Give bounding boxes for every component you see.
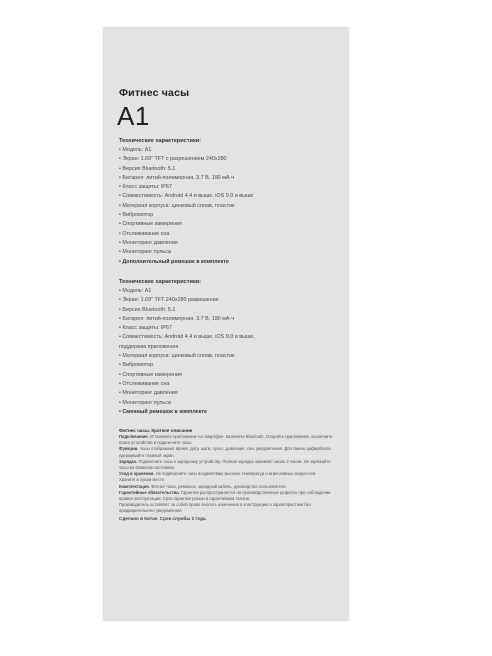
notes-section	[119, 428, 333, 521]
notes-paragraph-text: Гарантия распространяется на производственные дефекты при соблюдении правил эксплуатации. Срок гарантии указан в гарантийном талоне.	[119, 489, 331, 502]
spec-list-item: • Версия Bluetooth: 5.1	[119, 306, 176, 313]
spec-list-item: • Экран: 1.69" TFT с разрешением 240х280	[119, 156, 227, 163]
spec-list-item: • Совместимость: Android 4.4 и выше, iOS 9.0 и выше	[119, 193, 254, 200]
spec-section-1-heading: Технические характеристики:	[119, 138, 202, 144]
notes-paragraph	[119, 446, 333, 458]
notes-paragraph-text: Часы отображают время, дату, шаги, пульс, давление, сон, уведомления. Для смены циферблата удерживайте главный экран.	[119, 446, 331, 458]
spec-list-2	[119, 287, 334, 417]
notes-paragraph-text: Производитель оставляет за собой право вносить изменения в конструкцию и характеристики без предварительного уведомления.	[119, 502, 311, 514]
spec-list-item: • Мониторинг пульса	[119, 249, 171, 256]
notes-paragraph	[119, 459, 333, 471]
spec-list-item: • Спортивные измерения	[119, 221, 182, 228]
notes-paragraph-lead: Комплектация.	[119, 483, 150, 489]
spec-list-item: • Класс защиты: IP67	[119, 325, 172, 332]
spec-section-2	[119, 279, 334, 417]
notes-final-line: Сделано в Китае. Срок службы 2 года.	[119, 515, 207, 521]
spec-list-item: • Мониторинг давления	[119, 239, 178, 246]
spec-list-item: • Материал корпуса: цинковый сплав, пластик	[119, 202, 235, 209]
document-subtitle: Фитнес часы	[119, 87, 190, 99]
spec-list-item: • Дополнительный ремешок в комплекте	[119, 258, 229, 265]
spec-list-item: • Материал корпуса: цинковый сплав, пластик	[119, 353, 235, 360]
spec-list-item: • Мониторинг пульса	[119, 399, 171, 406]
notes-paragraph-lead: Функции.	[119, 446, 139, 452]
spec-list-item: • Класс защиты: IP67	[119, 184, 172, 191]
spec-list-item: • Отслеживание сна	[119, 380, 170, 387]
spec-list-1	[119, 146, 334, 267]
spec-list-item: • Спортивные измерения	[119, 371, 182, 378]
notes-paragraph-text: Не подвергайте часы воздействию высоких температур и агрессивных жидкостей. Храните в сухом месте.	[119, 471, 317, 483]
spec-list-item: • Модель: A1	[119, 288, 152, 294]
spec-list-item: • Модель: A1	[119, 147, 152, 153]
spec-section-2-heading: Технические характеристики:	[119, 279, 202, 285]
notes-paragraph-lead: Уход и хранение.	[119, 471, 155, 477]
notes-paragraph-lead: Гарантийные обязательства.	[119, 489, 180, 495]
notes-paragraph-lead: Подключение.	[119, 434, 149, 439]
spec-list-item: • Совместимость: Android 4.4 и выше, iOS 9.0 и выше,	[119, 334, 255, 341]
notes-paragraphs	[119, 434, 333, 515]
spec-list-item: • Батарея: литий-полимерная, 3.7 В, 190 мА·ч	[119, 174, 235, 181]
spec-list-item: поддержка приложения	[119, 343, 179, 350]
spec-list-item: • Сменный ремешок в комплекте	[119, 408, 207, 415]
spec-section-1	[119, 138, 334, 267]
spec-list-item: • Экран: 1.69" TFT 240х280 разрешение	[119, 297, 219, 304]
spec-list-item: • Отслеживание сна	[119, 230, 170, 237]
spec-list-item: • Батарея: литий-полимерная, 3.7 В, 190 мА·ч	[119, 315, 235, 322]
notes-paragraph	[119, 490, 333, 502]
document-title: A1	[117, 101, 150, 131]
spec-list-item: • Вибромотор	[119, 212, 154, 219]
spec-list-item: • Вибромотор	[119, 362, 154, 369]
notes-paragraph	[119, 471, 333, 483]
notes-paragraph-text: Установите приложение на смартфон. Включите Bluetooth. Откройте приложение, выполните поиск устройства и подключите часы.	[119, 434, 333, 446]
notes-paragraph-text: Фитнес часы, ремешок, зарядный кабель, руководство пользователя.	[151, 483, 287, 489]
spec-list-item: • Версия Bluetooth: 5.1	[119, 165, 176, 172]
spec-list-item: • Мониторинг давления	[119, 390, 178, 397]
notes-heading: Фитнес часы. Краткое описание	[119, 428, 193, 433]
notes-paragraph-text: Подключите часы к зарядному устройству. Полная зарядка занимает около 2 часов. Не заряжайте часы во влажном состоянии.	[119, 458, 331, 471]
notes-paragraph	[119, 502, 333, 514]
notes-paragraph-lead: Зарядка.	[119, 458, 138, 464]
notes-paragraph	[119, 434, 333, 446]
